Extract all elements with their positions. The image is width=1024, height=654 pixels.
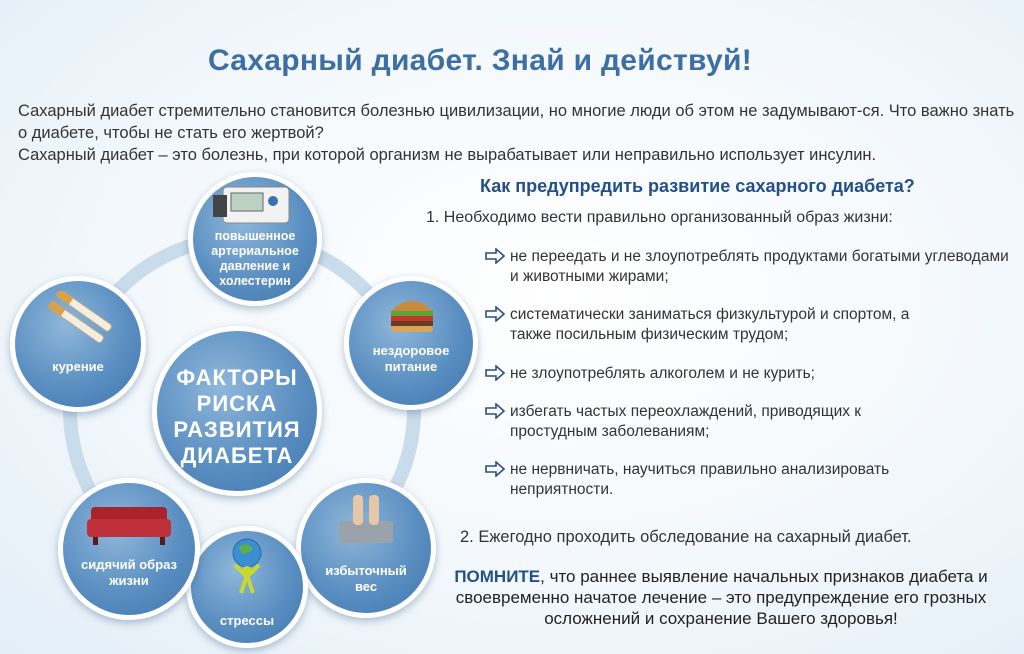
remember-text: , что раннее выявление начальных признаков диабета и своевременно начатое лечение – это предупреждение его грозных осложнений и сохранение Вашего здоровья! xyxy=(455,567,988,628)
remember-note xyxy=(426,566,1016,629)
tip-item xyxy=(484,305,954,345)
center-label: ФАКТОРЫ РИСКА РАЗВИТИЯ ДИАБЕТА xyxy=(173,365,301,468)
burger-icon xyxy=(387,291,437,335)
tip-text: избегать частых переохлаждений, приводящих к простудным заболеваниям; xyxy=(510,403,862,440)
arrow-icon xyxy=(484,402,510,442)
factor-sedentary xyxy=(58,478,200,620)
factor-blood-pressure xyxy=(188,172,322,306)
center-bubble xyxy=(152,326,322,496)
factor-stress xyxy=(186,526,308,648)
tip-item xyxy=(484,460,954,500)
tip-item xyxy=(484,364,954,387)
page-title: Сахарный диабет. Знай и действуй! xyxy=(207,44,753,77)
factor-label: курение xyxy=(52,359,104,374)
arrow-icon xyxy=(484,305,510,345)
factor-label: избыточный вес xyxy=(325,563,407,594)
scale-icon xyxy=(335,491,397,547)
arrow-icon xyxy=(484,247,510,287)
tip-text: не нервничать, научиться правильно анализировать неприятности. xyxy=(510,461,890,498)
factor-label: стрессы xyxy=(219,613,275,628)
person-carrying-globe-icon xyxy=(219,537,275,597)
cigarettes-icon xyxy=(43,291,115,345)
arrow-icon xyxy=(484,460,510,500)
arrow-icon xyxy=(484,364,510,387)
intro-text xyxy=(18,100,1018,166)
factor-label: повышенное артериальное давление и холестерин xyxy=(211,229,299,288)
factor-label: нездоровое питание xyxy=(372,343,450,374)
intro-paragraph-1: Сахарный диабет стремительно становится болезнью цивилизации, но многие люди об этом не задумывают-ся. Что важно знать о диабете, чтобы не стать его жертвой? xyxy=(18,102,1015,142)
prevention-heading: Как предупредить развитие сахарного диабета? xyxy=(480,176,915,196)
prevention-step-2: 2. Ежегодно проходить обследование на сахарный диабет. xyxy=(460,528,912,546)
prevention-step-1: 1. Необходимо вести правильно организованный образ жизни: xyxy=(426,209,893,226)
factor-label: сидячий образ жизни xyxy=(81,557,177,588)
intro-paragraph-2: Сахарный диабет – это болезнь, при которой организм не вырабатывает или неправильно использует инсулин. xyxy=(18,146,877,164)
tip-text: систематически заниматься физкультурой и спортом, а также посильным физическим трудом; xyxy=(510,306,910,343)
tip-item xyxy=(484,247,1014,287)
blood-pressure-monitor-icon xyxy=(213,183,299,229)
factor-excess-weight xyxy=(296,478,436,618)
factor-unhealthy-food xyxy=(344,276,478,410)
sofa-icon xyxy=(85,501,173,547)
tip-text: не злоупотреблять алкоголем и не курить; xyxy=(510,365,815,382)
tip-item xyxy=(484,402,904,442)
remember-bold: ПОМНИТЕ xyxy=(454,567,541,586)
tip-text: не переедать и не злоупотреблять продуктами богатыми углеводами и животными жирами; xyxy=(510,248,1009,285)
factor-smoking xyxy=(10,276,146,412)
